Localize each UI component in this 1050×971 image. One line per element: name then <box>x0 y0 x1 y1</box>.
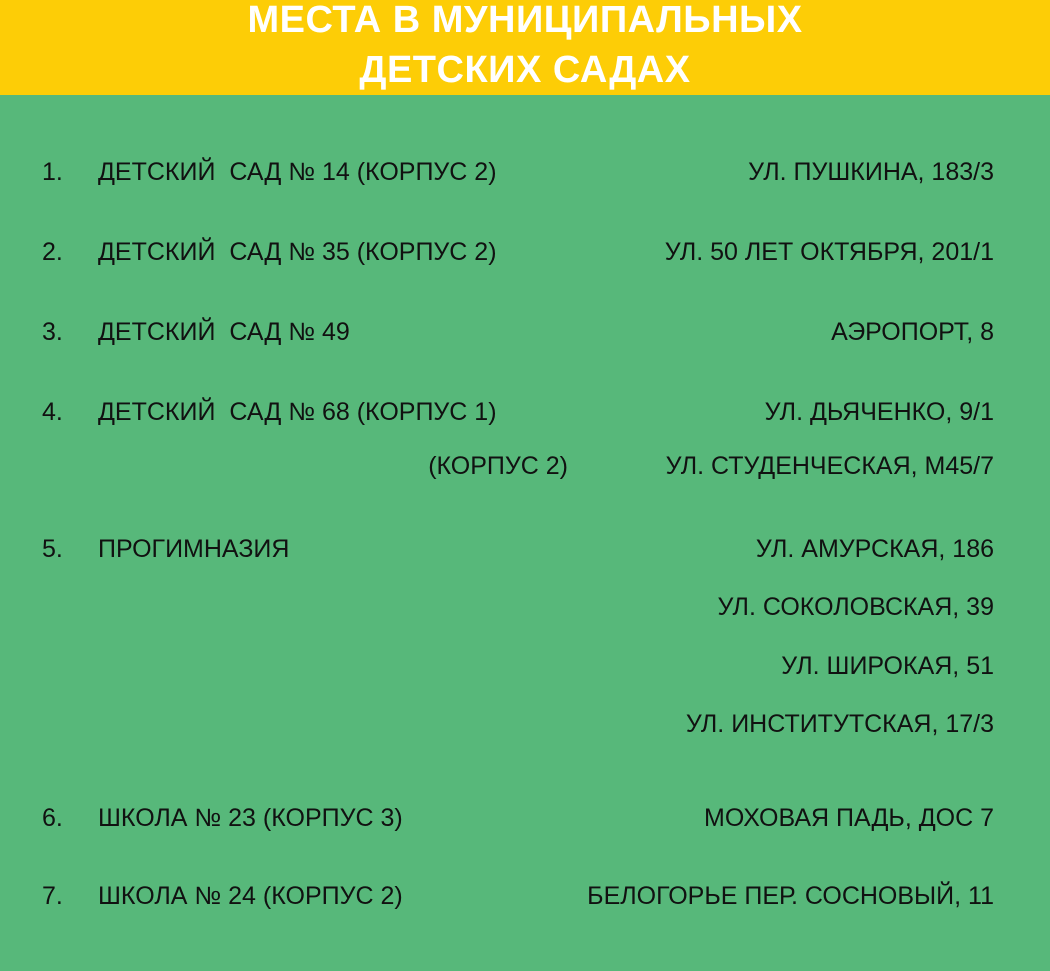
item-number: 1. <box>42 158 63 186</box>
item-address: УЛ. ПУШКИНА, 183/3 <box>748 158 994 186</box>
item-name: ДЕТСКИЙ САД № 49 <box>98 318 350 346</box>
item-address: УЛ. АМУРСКАЯ, 186 <box>755 535 994 563</box>
title-line-2: ДЕТСКИХ САДАХ <box>359 49 691 91</box>
item-address: МОХОВАЯ ПАДЬ, ДОС 7 <box>704 804 994 832</box>
title-banner <box>0 0 1050 95</box>
list-item <box>0 798 1050 838</box>
item-name: ДЕТСКИЙ САД № 68 (КОРПУС 1) <box>98 398 497 426</box>
item-name: ДЕТСКИЙ САД № 14 (КОРПУС 2) <box>98 158 497 186</box>
item-number: 2. <box>42 238 63 266</box>
item-name: (КОРПУС 2) <box>428 452 568 480</box>
item-address: УЛ. СОКОЛОВСКАЯ, 39 <box>717 593 994 621</box>
item-number: 4. <box>42 398 63 426</box>
list-item <box>0 232 1050 272</box>
item-address: УЛ. 50 ЛЕТ ОКТЯБРЯ, 201/1 <box>664 238 994 266</box>
item-number: 3. <box>42 318 63 346</box>
list-item-continuation <box>0 704 1050 744</box>
list-item-continuation <box>0 587 1050 627</box>
item-name: ШКОЛА № 24 (КОРПУС 2) <box>98 882 403 910</box>
item-address: УЛ. ИНСТИТУТСКАЯ, 17/3 <box>685 710 994 738</box>
list-item <box>0 876 1050 916</box>
item-address: УЛ. ДЬЯЧЕНКО, 9/1 <box>764 398 994 426</box>
item-address: УЛ. ШИРОКАЯ, 51 <box>781 652 994 680</box>
item-name: ШКОЛА № 23 (КОРПУС 3) <box>98 804 403 832</box>
item-number: 5. <box>42 535 63 563</box>
item-name: ПРОГИМНАЗИЯ <box>98 535 290 563</box>
list-item-continuation <box>0 446 1050 486</box>
list-item <box>0 529 1050 569</box>
item-number: 6. <box>42 804 63 832</box>
item-address: АЭРОПОРТ, 8 <box>831 318 994 346</box>
item-number: 7. <box>42 882 63 910</box>
list-item <box>0 152 1050 192</box>
item-name: ДЕТСКИЙ САД № 35 (КОРПУС 2) <box>98 238 497 266</box>
title-line-1: МЕСТА В МУНИЦИПАЛЬНЫХ <box>247 0 803 41</box>
list-item <box>0 312 1050 352</box>
item-address: УЛ. СТУДЕНЧЕСКАЯ, М45/7 <box>665 452 994 480</box>
list-item-continuation <box>0 646 1050 686</box>
item-address: БЕЛОГОРЬЕ ПЕР. СОСНОВЫЙ, 11 <box>587 882 994 910</box>
list-item <box>0 392 1050 432</box>
